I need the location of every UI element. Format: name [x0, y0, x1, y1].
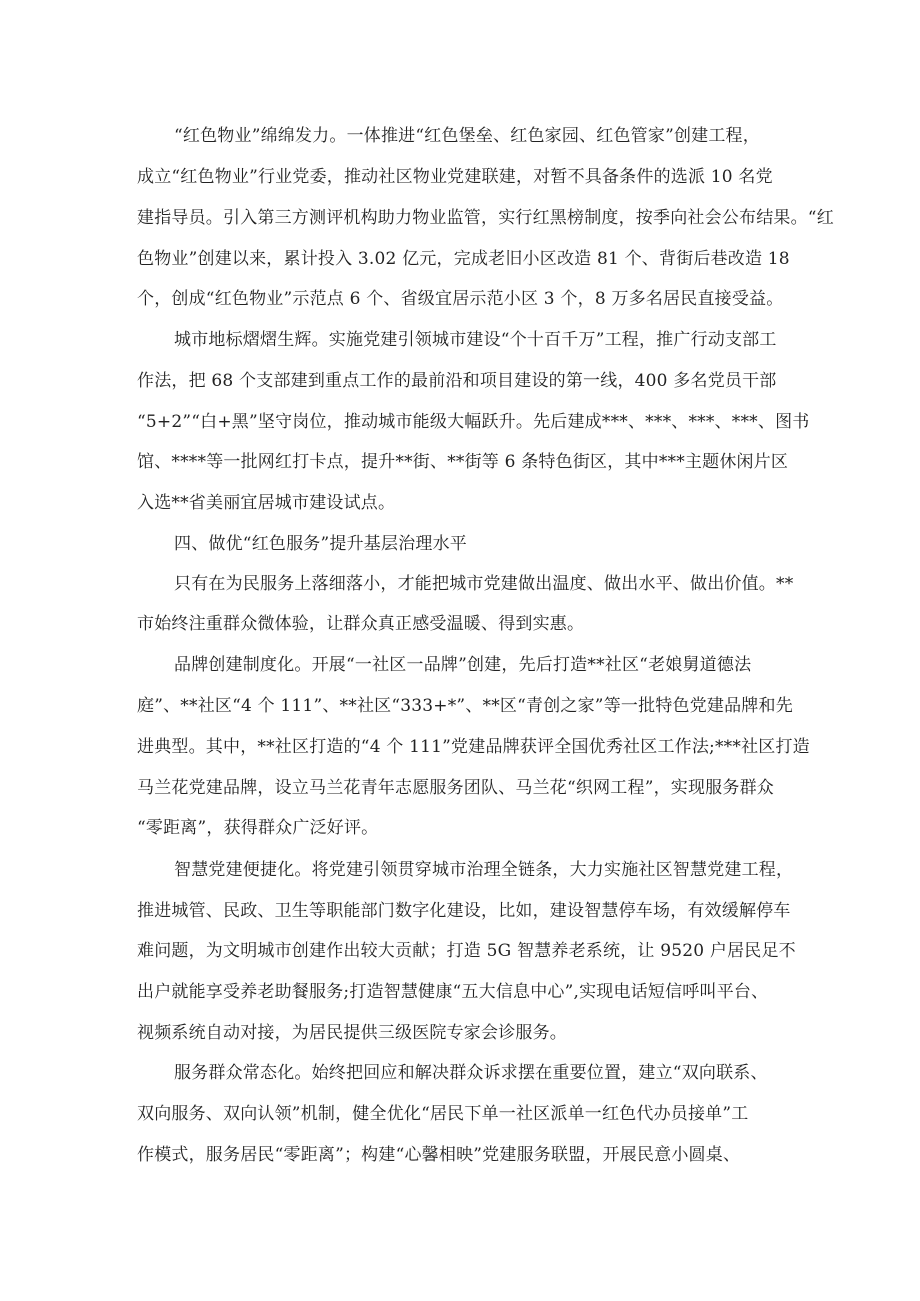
text-line: “零距离”，获得群众广泛好评。 — [137, 818, 379, 838]
text-line: 作模式，服务居民“零距离”；构建“心馨相映”党建服务联盟，开展民意小圆桌、 — [137, 1145, 741, 1165]
text-line: 进典型。其中，**社区打造的“4 个 111”党建品牌获评全国优秀社区工作法;***社区打造 — [137, 737, 810, 757]
text-line: 庭”、**社区“4 个 111”、**社区“333+*”、**区“青创之家”等一批特色党建品牌和先 — [137, 696, 793, 716]
text-line: 入选**省美丽宜居城市建设试点。 — [137, 493, 396, 513]
text-line: 双向服务、双向认领”机制，健全优化“居民下单一社区派单一红色代办员接单”工 — [137, 1104, 749, 1124]
text-line: 品牌创建制度化。开展“一社区一品牌”创建，先后打造**社区“老娘舅道德法 — [174, 655, 752, 675]
text-line: 个，创成“红色物业”示范点 6 个、省级宜居示范小区 3 个，8 万多名居民直接受益。 — [137, 289, 784, 309]
text-line: 服务群众常态化。始终把回应和解决群众诉求摆在重要位置，建立“双向联系、 — [174, 1063, 768, 1083]
text-line: 推进城管、民政、卫生等职能部门数字化建设，比如，建设智慧停车场，有效缓解停车 — [137, 901, 791, 921]
text-line: 难问题，为文明城市创建作出较大贡献；打造 5G 智慧养老系统，让 9520 户居民足不 — [137, 941, 796, 961]
text-line: 城市地标熠熠生辉。实施党建引领城市建设“个十百千万”工程，推广行动支部工 — [174, 330, 777, 350]
text-line: “5+2”“白+黑”坚守岗位，推动城市能级大幅跃升。先后建成***、***、***、***、图书 — [137, 412, 810, 432]
section-heading: 四、做优“红色服务”提升基层治理水平 — [174, 534, 467, 554]
text-line: “红色物业”绵绵发力。一体推进“红色堡垒、红色家园、红色管家”创建工程， — [174, 126, 760, 146]
text-line: 智慧党建便捷化。将党建引领贯穿城市治理全链条，大力实施社区智慧党建工程， — [174, 860, 794, 880]
text-line: 作法，把 68 个支部建到重点工作的最前沿和项目建设的第一线，400 多名党员干部 — [137, 371, 777, 391]
text-line: 出户就能享受养老助餐服务;打造智慧健康“五大信息中心”,实现电话短信呼叫平台、 — [137, 982, 769, 1002]
text-line: 视频系统自动对接，为居民提供三级医院专家会诊服务。 — [137, 1023, 567, 1043]
text-line: 建指导员。引入第三方测评机构助力物业监管，实行红黑榜制度，按季向社会公布结果。“红 — [137, 208, 834, 228]
text-line: 色物业”创建以来，累计投入 3.02 亿元，完成老旧小区改造 81 个、背街后巷改造 18 — [137, 249, 790, 269]
text-line: 市始终注重群众微体验，让群众真正感受温暖、得到实惠。 — [137, 614, 585, 634]
text-line: 只有在为民服务上落细落小，才能把城市党建做出温度、做出水平、做出价值。** — [174, 574, 794, 594]
text-line: 马兰花党建品牌，设立马兰花青年志愿服务团队、马兰花“织网工程”，实现服务群众 — [137, 778, 774, 798]
text-line: 馆、****等一批网红打卡点，提升**街、**街等 6 条特色街区，其中***主题休闲片区 — [137, 452, 789, 472]
text-line: 成立“红色物业”行业党委，推动社区物业党建联建，对暂不具备条件的选派 10 名党 — [137, 167, 773, 187]
